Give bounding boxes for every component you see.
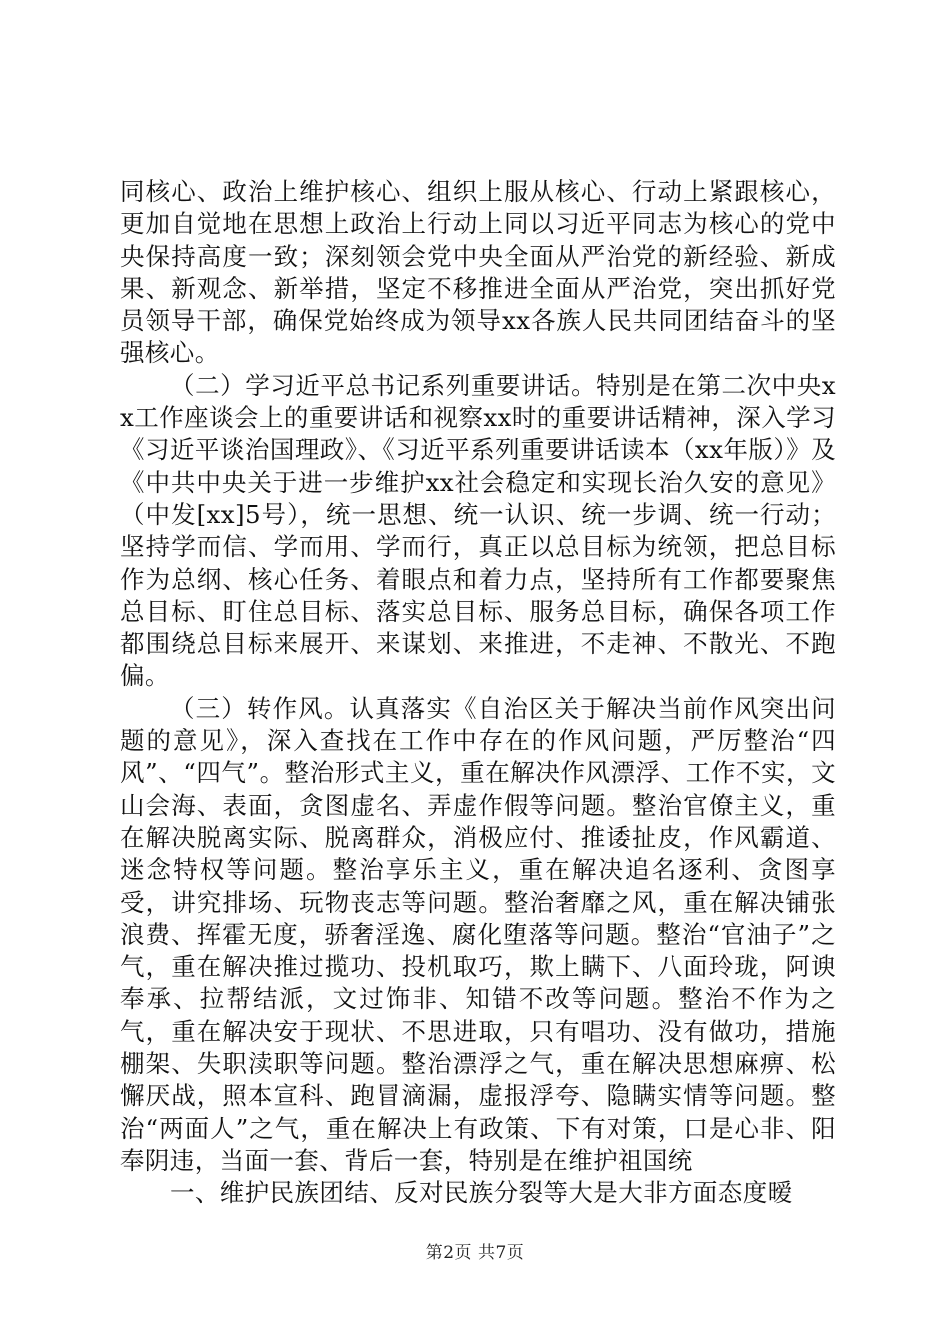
paragraph-section-two: （二）学习近平总书记系列重要讲话。特别是在第二次中央xx工作座谈会上的重要讲话和视察xx时的重要讲话精神，深入学习《习近平谈治国理政》、《习近平系列重要讲话读本（xx年版）》及《中共中央关于进一步维护xx社会稳定和实现长治久安的意见》（中发[xx]5号），统一思想、统一认识、统一步调、统一行动；坚持学而信、学而用、学而行，真正以总目标为统领，把总目标作为总纲、核心任务、着眼点和着力点，坚持所有工作都要聚焦总目标、盯住总目标、落实总目标、服务总目标，确保各项工作都围绕总目标来展开、来谋划、来推进，不走神、不散光、不跑偏。 [120, 370, 836, 691]
page-number-footer: 第2页 共7页 [425, 1243, 525, 1263]
document-body [120, 176, 836, 1210]
paragraph-item-one: 一、维护民族团结、反对民族分裂等大是大非方面态度暧 [170, 1178, 793, 1208]
paragraph-section-three: （三）转作风。认真落实《自治区关于解决当前作风突出问题的意见》，深入查找在工作中存在的作风问题，严厉整治“四风”、“四气”。整治形式主义，重在解决作风漂浮、工作不实，文山会海、表面，贪图虚名、弄虚作假等问题。整治官僚主义，重在解决脱离实际、脱离群众，消极应付、推诿扯皮，作风霸道、迷念特权等问题。整治享乐主义，重在解决追名逐利、贪图享受，讲究排场、玩物丧志等问题。整治奢靡之风，重在解决铺张浪费、挥霍无度，骄奢淫逸、腐化堕落等问题。整治“官油子”之气，重在解决推过揽功、投机取巧，欺上瞒下、八面玲珑，阿谀奉承、拉帮结派，文过饰非、知错不改等问题。整治不作为之气，重在解决安于现状、不思进取，只有唱功、没有做功，措施棚架、失职渎职等问题。整治漂浮之气，重在解决思想麻痹、松懈厌战，照本宣科、跑冒滴漏，虚报浮夸、隐瞒实情等问题。整治“两面人”之气，重在解决上有政策、下有对策，口是心非、阳奉阴违，当面一套、背后一套，特别是在维护祖国统 [120, 693, 836, 1175]
paragraph-continuation: 同核心、政治上维护核心、组织上服从核心、行动上紧跟核心，更加自觉地在思想上政治上行动上同以习近平同志为核心的党中央保持高度一致；深刻领会党中央全面从严治党的新经验、新成果、新观念、新举措，坚定不移推进全面从严治党，突出抓好党员领导干部，确保党始终成为领导xx各族人民共同团结奋斗的坚强核心。 [120, 177, 836, 368]
